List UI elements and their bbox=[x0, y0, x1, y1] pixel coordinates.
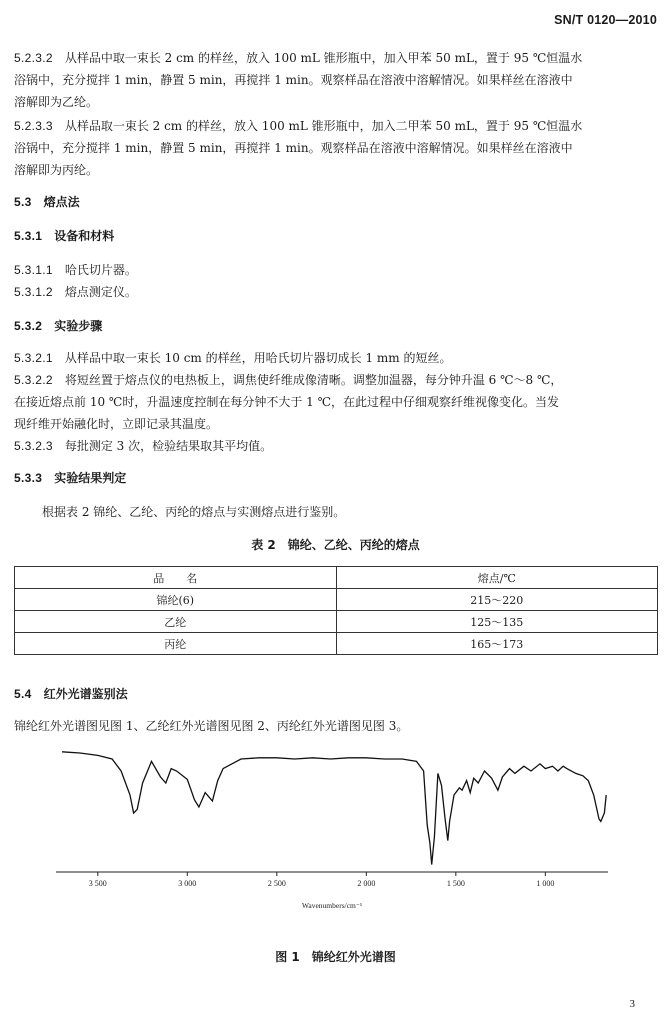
table-header-row bbox=[15, 567, 658, 589]
ir-spectrum-chart bbox=[56, 745, 616, 915]
item-5-3-1-1: 5.3.1.1 哈氏切片器。 bbox=[14, 263, 137, 277]
table-row bbox=[15, 633, 658, 655]
para-5-2-3-2-line-3: 溶解即为乙纶。 bbox=[14, 95, 99, 109]
para-5-3-3: 根据表 2 锦纶、乙纶、丙纶的熔点与实测熔点进行鉴别。 bbox=[42, 505, 346, 519]
table-row bbox=[15, 611, 658, 633]
x-tick-label: 3 500 bbox=[88, 879, 107, 888]
table-cell: 125～135 bbox=[336, 611, 658, 633]
table-2-caption: 表 2 锦纶、乙纶、丙纶的熔点 bbox=[251, 538, 420, 552]
spectrum-series-line bbox=[62, 752, 606, 865]
heading-5-3: 5.3 熔点法 bbox=[14, 195, 80, 209]
x-tick-label: 2 500 bbox=[267, 879, 286, 888]
para-5-2-3-2-line-1: 5.2.3.2 从样品中取一束长 2 cm 的样丝，放入 100 mL 锥形瓶中，加入甲苯 50 mL，置于 95 ℃恒温水 bbox=[14, 51, 583, 65]
step-5-3-2-2-line-2: 在接近熔点前 10 ℃时，升温速度控制在每分钟不大于 1 ℃，在此过程中仔细观察纤维视像变化。当发 bbox=[14, 395, 560, 409]
heading-5-3-1: 5.3.1 设备和材料 bbox=[14, 229, 115, 243]
table-cell: 乙纶 bbox=[15, 611, 337, 633]
para-5-2-3-3-line-3: 溶解即为丙纶。 bbox=[14, 163, 99, 177]
table-header-name: 品 名 bbox=[15, 567, 337, 589]
table-header-melting-point: 熔点/℃ bbox=[336, 567, 658, 589]
x-tick-label: 2 000 bbox=[357, 879, 376, 888]
clause-number: 5.2.3.3 bbox=[14, 119, 53, 133]
heading-5-3-3: 5.3.3 实验结果判定 bbox=[14, 471, 127, 485]
para-5-2-3-3-line-2: 浴锅中，充分搅拌 1 min，静置 5 min，再搅拌 1 min。观察样品在溶液中溶解情况。如果样丝在溶液中 bbox=[14, 141, 573, 155]
x-tick-label: 3 000 bbox=[178, 879, 197, 888]
item-5-3-1-2: 5.3.1.2 熔点测定仪。 bbox=[14, 285, 137, 299]
x-axis-label: Wavenumbers/cm⁻¹ bbox=[301, 901, 363, 910]
step-5-3-2-2-line-3: 现纤维开始融化时，立即记录其温度。 bbox=[14, 417, 219, 431]
heading-5-4: 5.4 红外光谱鉴别法 bbox=[14, 687, 128, 701]
heading-5-3-2: 5.3.2 实验步骤 bbox=[14, 319, 103, 333]
figure-1-caption: 图 1 锦纶红外光谱图 bbox=[275, 950, 396, 964]
step-5-3-2-2-line-1: 5.3.2.2 将短丝置于熔点仪的电热板上，调焦使纤维成像清晰。调整加温器，每分钟升温 6 ℃～8 ℃， bbox=[14, 373, 563, 387]
para-5-4: 锦纶红外光谱图见图 1、乙纶红外光谱图见图 2、丙纶红外光谱图见图 3。 bbox=[14, 719, 409, 733]
page-number: 3 bbox=[629, 998, 635, 1010]
x-tick-label: 1 000 bbox=[536, 879, 555, 888]
step-5-3-2-3: 5.3.2.3 每批测定 3 次，检验结果取其平均值。 bbox=[14, 439, 273, 453]
table-cell: 锦纶(6) bbox=[15, 589, 337, 611]
table-cell: 165～173 bbox=[336, 633, 658, 655]
table-cell: 215～220 bbox=[336, 589, 658, 611]
para-5-2-3-2-line-2: 浴锅中，充分搅拌 1 min，静置 5 min，再搅拌 1 min。观察样品在溶液中溶解情况。如果样丝在溶液中 bbox=[14, 73, 573, 87]
para-5-2-3-3-line-1: 5.2.3.3 从样品取一束长 2 cm 的样丝，放入 100 mL 锥形瓶中，加入二甲苯 50 mL，置于 95 ℃恒温水 bbox=[14, 119, 583, 133]
step-5-3-2-1: 5.3.2.1 从样品中取一束长 10 cm 的样丝，用哈氏切片器切成长 1 mm 的短丝。 bbox=[14, 351, 452, 365]
table-cell: 丙纶 bbox=[15, 633, 337, 655]
clause-number: 5.2.3.2 bbox=[14, 51, 53, 65]
table-row bbox=[15, 589, 658, 611]
x-tick-label: 1 500 bbox=[446, 879, 465, 888]
standard-code: SN/T 0120—2010 bbox=[554, 13, 657, 27]
melting-point-table bbox=[14, 566, 658, 655]
